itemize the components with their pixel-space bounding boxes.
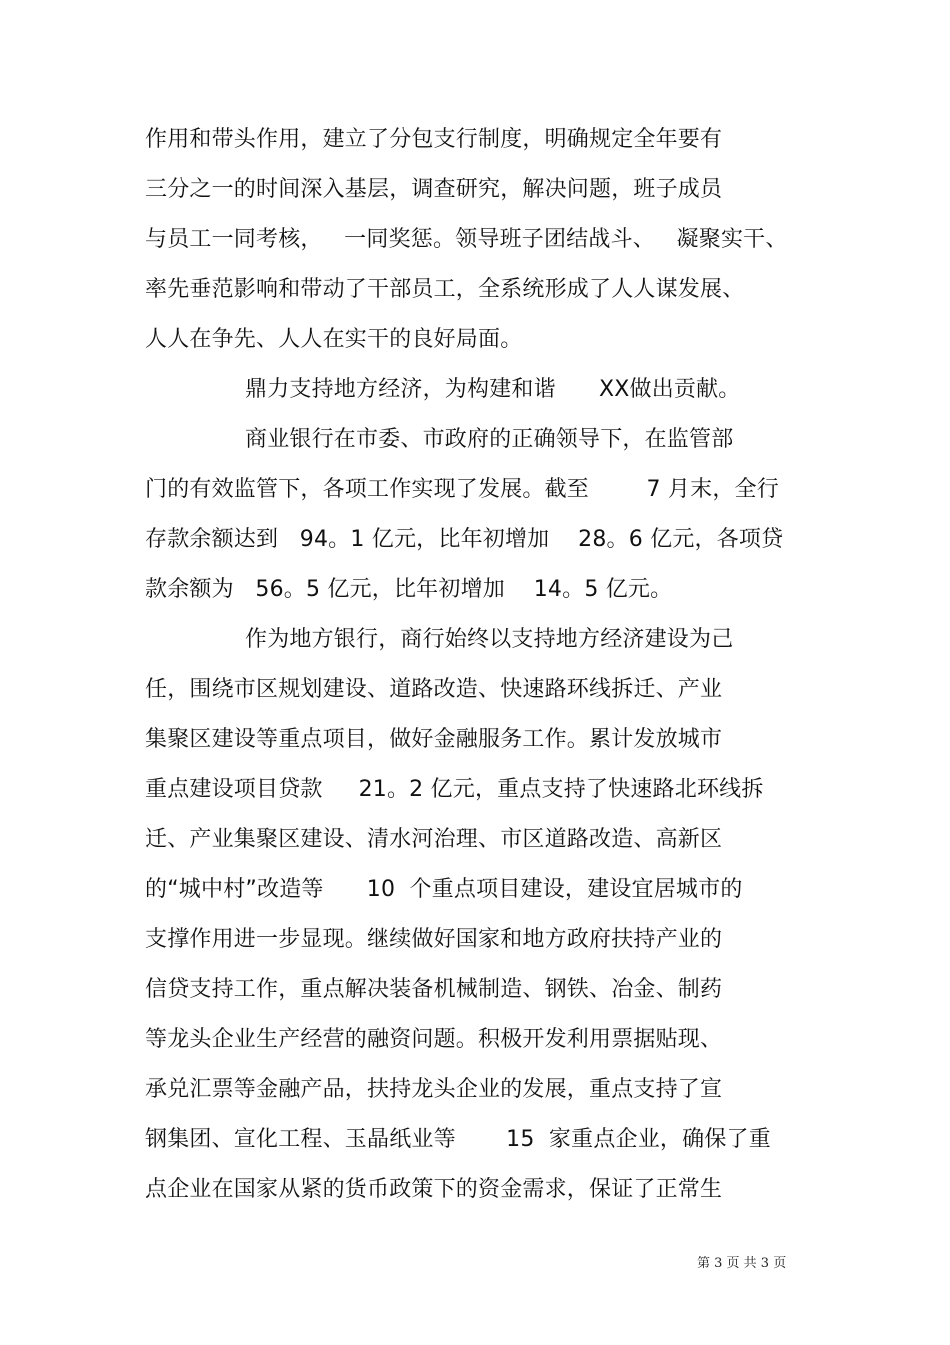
text-line: 支撑作用进一步显现。继续做好国家和地方政府扶持产业的: [145, 927, 723, 952]
text-line: 存款余额达到 94。1 亿元，比年初增加 28。6 亿元，各项贷: [145, 527, 784, 552]
text-line: 点企业在国家从紧的货币政策下的资金需求，保证了正常生: [145, 1177, 723, 1202]
text-line: 集聚区建设等重点项目，做好金融服务工作。累计发放城市: [145, 727, 723, 752]
page-number: 第 3 页 共 3 页: [697, 1256, 787, 1271]
text-line: 作用和带头作用，建立了分包支行制度，明确规定全年要有: [145, 127, 723, 152]
text-line: 的“城中村”改造等 10 个重点项目建设，建设宜居城市的: [145, 877, 743, 902]
text-line: 与员工一同考核， 一同奖惩。领导班子团结战斗、 凝聚实干、: [145, 227, 788, 252]
text-line: 重点建设项目贷款 21。2 亿元，重点支持了快速路北环线拆: [145, 777, 764, 802]
text-line: 商业银行在市委、市政府的正确领导下，在监管部: [245, 427, 734, 452]
text-line: 人人在争先、人人在实干的良好局面。: [145, 327, 523, 352]
text-line: 钢集团、宣化工程、玉晶纸业等 15 家重点企业，确保了重: [145, 1127, 771, 1152]
text-line: 信贷支持工作，重点解决装备机械制造、钢铁、冶金、制药: [145, 977, 723, 1002]
text-line: 迁、产业集聚区建设、清水河治理、市区道路改造、高新区: [145, 827, 723, 852]
text-line: 门的有效监管下，各项工作实现了发展。截至 7 月末，全行: [145, 477, 779, 502]
text-line: 任，围绕市区规划建设、道路改造、快速路环线拆迁、产业: [145, 677, 723, 702]
text-line: 作为地方银行，商行始终以支持地方经济建设为己: [245, 627, 734, 652]
text-line: 率先垂范影响和带动了干部员工，全系统形成了人人谋发展、: [145, 277, 745, 302]
text-line: 等龙头企业生产经营的融资问题。积极开发利用票据贴现、: [145, 1027, 723, 1052]
section-heading: 鼎力支持地方经济，为构建和谐 XX做出贡献。: [245, 377, 741, 402]
text-line: 三分之一的时间深入基层，调查研究，解决问题，班子成员: [145, 177, 723, 202]
text-line: 承兑汇票等金融产品，扶持龙头企业的发展，重点支持了宣: [145, 1077, 723, 1102]
text-line: 款余额为 56。5 亿元，比年初增加 14。5 亿元。: [145, 577, 673, 602]
